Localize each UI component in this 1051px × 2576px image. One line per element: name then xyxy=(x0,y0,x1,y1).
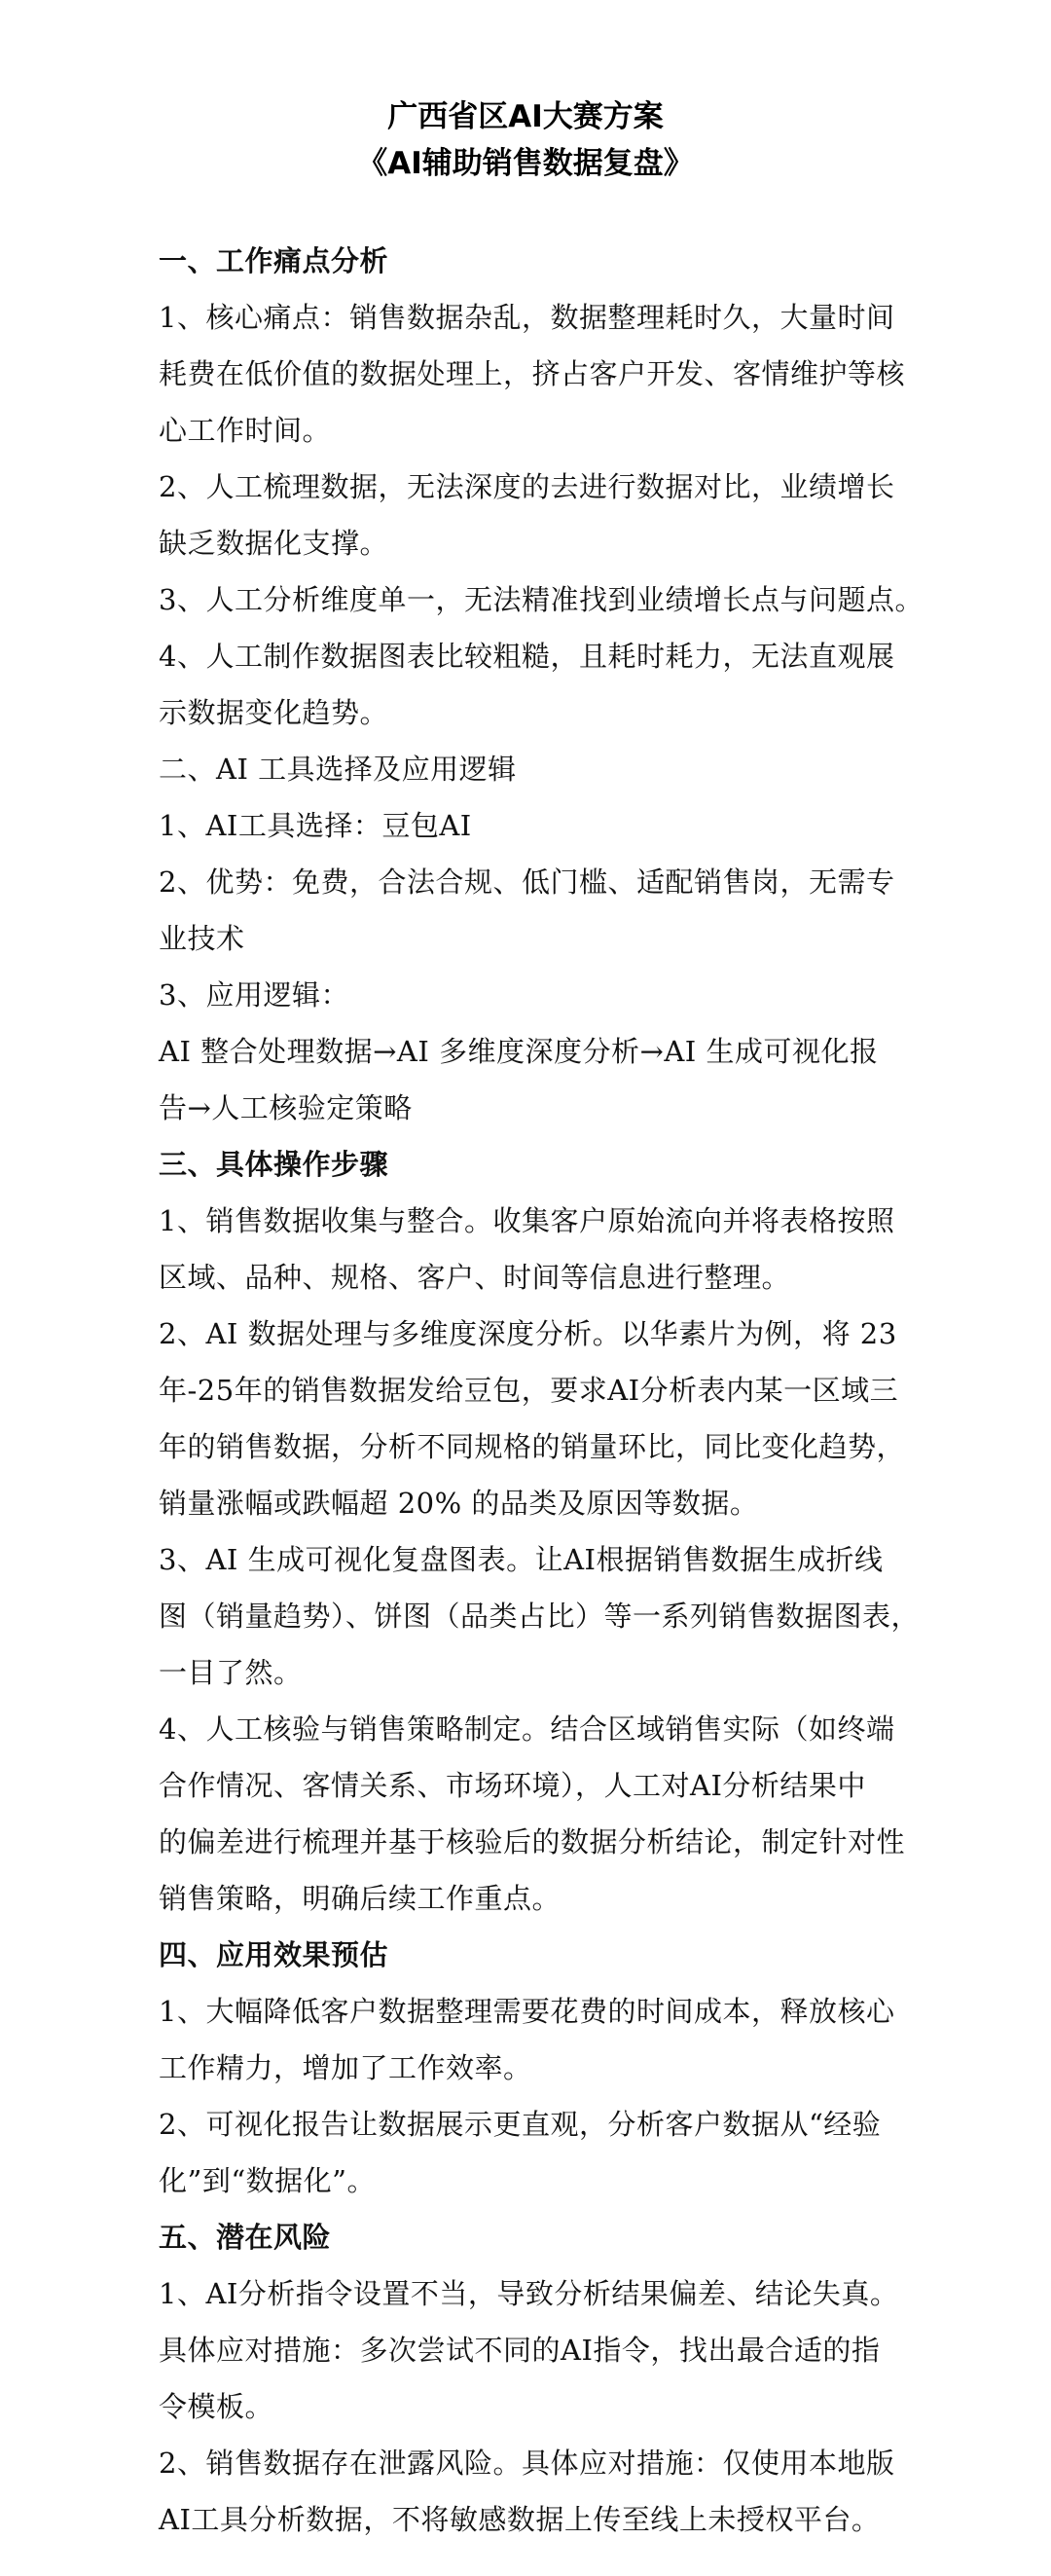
section-4-heading: 四、应用效果预估 xyxy=(159,1938,389,1971)
s2-p4-line-1: AI 整合处理数据→AI 多维度深度分析→AI 生成可视化报 xyxy=(159,1035,879,1068)
s3-p4-line-1: 4、人工核验与销售策略制定。结合区域销售实际（如终端 xyxy=(159,1712,895,1746)
doc-title-line-1: 广西省区AI大赛方案 xyxy=(387,99,664,134)
s5-p1-line-1: 1、AI分析指令设置不当，导致分析结果偏差、结论失真。 xyxy=(159,2277,899,2310)
s1-p1-line-2: 耗费在低价值的数据处理上，挤占客户开发、客情维护等核 xyxy=(159,357,906,390)
s4-p1-line-2: 工作精力，增加了工作效率。 xyxy=(159,2051,532,2084)
s2-p3-line-1: 3、应用逻辑： xyxy=(159,978,349,1012)
section-3-heading: 三、具体操作步骤 xyxy=(159,1148,389,1181)
section-5-heading: 五、潜在风险 xyxy=(159,2221,332,2254)
s5-p2-line-1: 2、销售数据存在泄露风险。具体应对措施：仅使用本地版 xyxy=(159,2447,895,2480)
section-2-heading: 二、AI 工具选择及应用逻辑 xyxy=(159,753,517,786)
s2-p4-line-2: 告→人工核验定策略 xyxy=(159,1091,413,1124)
s3-p2-line-4: 销量涨幅或跌幅超 20% 的品类及原因等数据。 xyxy=(159,1487,759,1520)
s2-p1-line-1: 1、AI工具选择：豆包AI xyxy=(159,809,472,842)
s5-p2-line-2: AI工具分析数据，不将敏感数据上传至线上未授权平台。 xyxy=(159,2503,881,2536)
s3-p3-line-3: 一目了然。 xyxy=(159,1656,303,1689)
s1-p1-line-1: 1、核心痛点：销售数据杂乱，数据整理耗时久，大量时间 xyxy=(159,301,895,334)
s1-p3-line-1: 3、人工分析维度单一，无法精准找到业绩增长点与问题点。 xyxy=(159,583,924,616)
s3-p4-line-3: 的偏差进行梳理并基于核验后的数据分析结论，制定针对性 xyxy=(159,1825,906,1858)
s5-p1-line-3: 令模板。 xyxy=(159,2390,274,2423)
s1-p4-line-2: 示数据变化趋势。 xyxy=(159,696,389,729)
s4-p2-line-1: 2、可视化报告让数据展示更直观，分析客户数据从“经验 xyxy=(159,2108,882,2141)
section-1-heading: 一、工作痛点分析 xyxy=(159,244,389,277)
s1-p1-line-3: 心工作时间。 xyxy=(159,414,332,447)
s1-p4-line-1: 4、人工制作数据图表比较粗糙，且耗时耗力，无法直观展 xyxy=(159,640,895,673)
s2-p2-line-2: 业技术 xyxy=(159,922,245,955)
s3-p2-line-1: 2、AI 数据处理与多维度深度分析。以华素片为例，将 23 xyxy=(159,1317,897,1350)
doc-title-line-2: 《AI辅助销售数据复盘》 xyxy=(357,146,694,181)
s2-p2-line-1: 2、优势：免费，合法合规、低门槛、适配销售岗，无需专 xyxy=(159,865,895,899)
s3-p4-line-2: 合作情况、客情关系、市场环境），人工对AI分析结果中 xyxy=(159,1769,866,1802)
s5-p1-line-2: 具体应对措施：多次尝试不同的AI指令，找出最合适的指 xyxy=(159,2334,881,2367)
s1-p2-line-1: 2、人工梳理数据，无法深度的去进行数据对比，业绩增长 xyxy=(159,470,895,503)
s4-p1-line-1: 1、大幅降低客户数据整理需要花费的时间成本，释放核心 xyxy=(159,1995,895,2028)
s3-p3-line-1: 3、AI 生成可视化复盘图表。让AI根据销售数据生成折线 xyxy=(159,1543,884,1576)
s1-p2-line-2: 缺乏数据化支撑。 xyxy=(159,527,389,560)
s3-p1-line-2: 区域、品种、规格、客户、时间等信息进行整理。 xyxy=(159,1261,791,1294)
s3-p3-line-2: 图（销量趋势）、饼图（品类占比）等一系列销售数据图表， xyxy=(159,1600,921,1633)
s3-p4-line-4: 销售策略，明确后续工作重点。 xyxy=(159,1882,562,1915)
s3-p2-line-3: 年的销售数据，分析不同规格的销量环比，同比变化趋势， xyxy=(159,1430,906,1463)
s4-p2-line-2: 化”到“数据化”。 xyxy=(159,2164,376,2197)
s3-p1-line-1: 1、销售数据收集与整合。收集客户原始流向并将表格按照 xyxy=(159,1204,895,1237)
s3-p2-line-2: 年-25年的销售数据发给豆包，要求AI分析表内某一区域三 xyxy=(159,1374,899,1407)
